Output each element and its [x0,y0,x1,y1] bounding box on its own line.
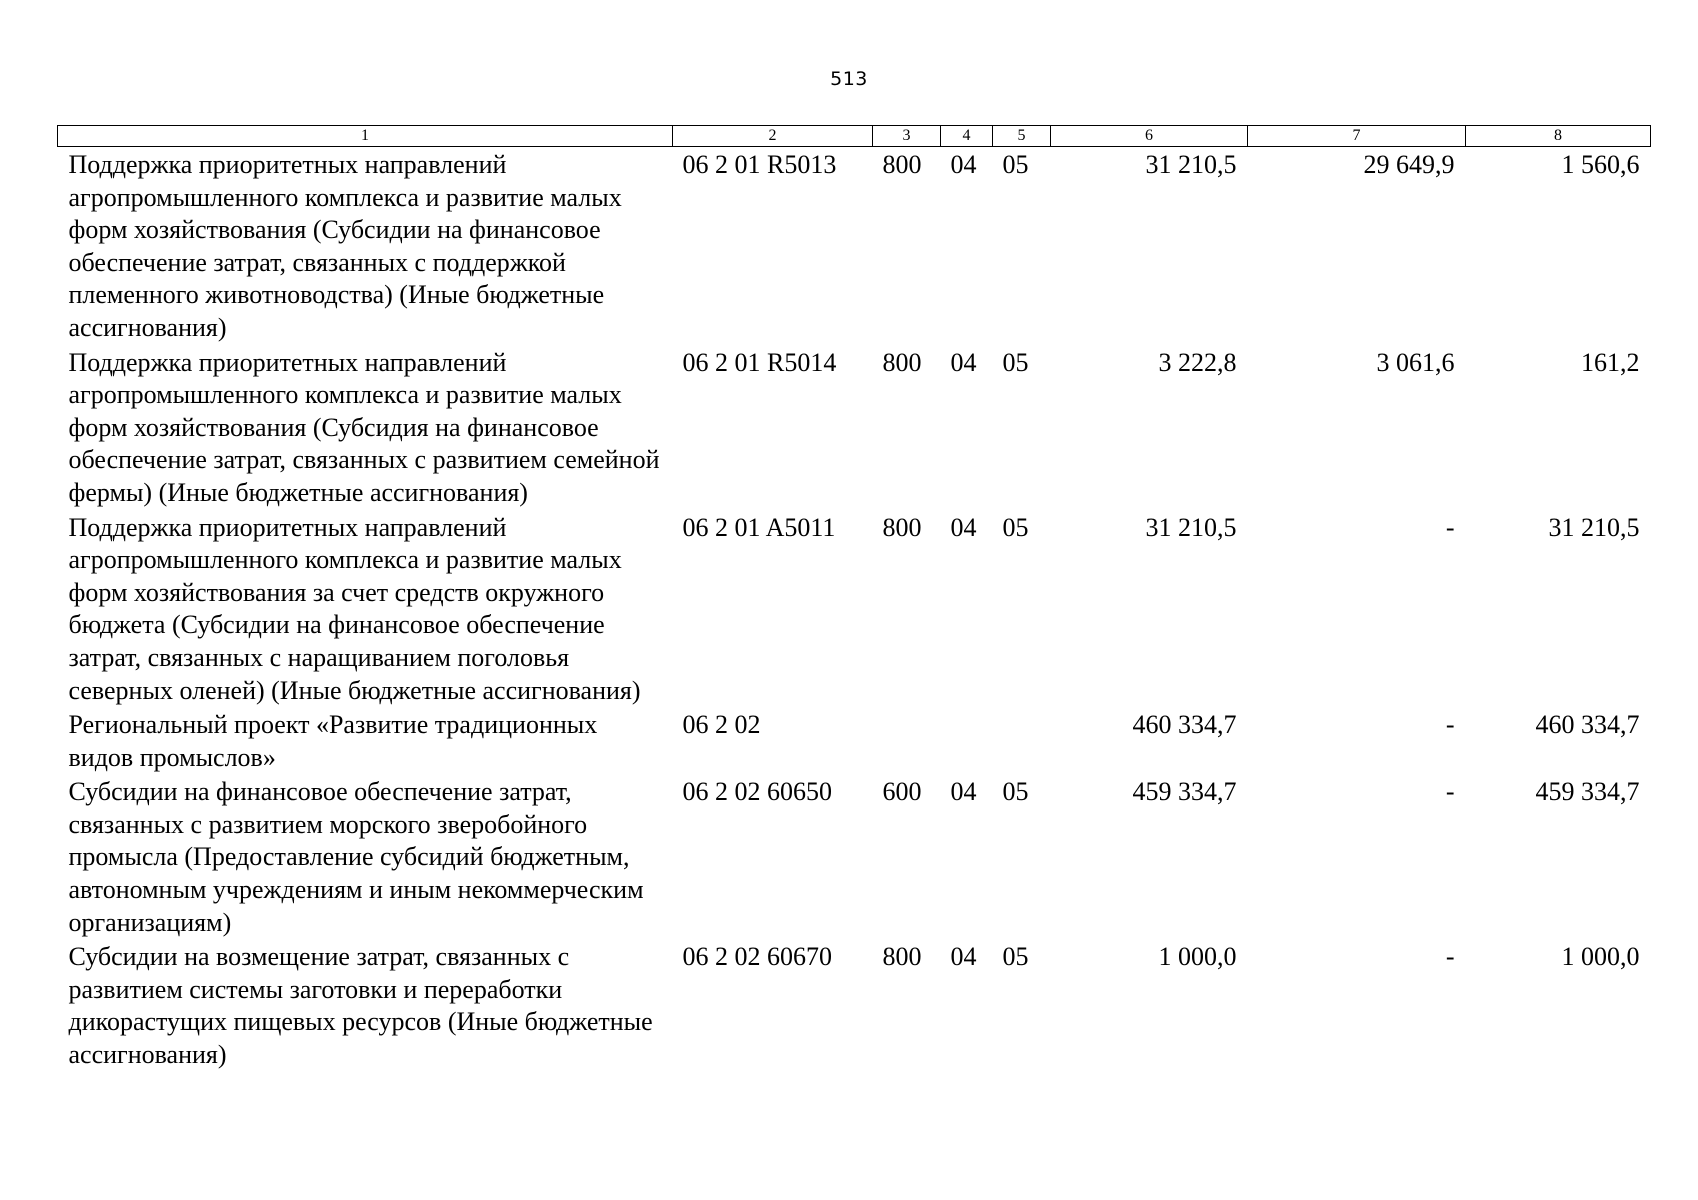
row-section: 04 [950,777,977,807]
row-section: 04 [950,942,977,972]
header-row [58,126,1651,147]
row-name: Субсидии на финансовое обеспечение затрат, связанных с развитием морского зверобойного промысла (Предоставление субсидий бюджетным, автономным учреждениям и иным некоммерческим организациям) [68,777,644,937]
row-expense-type: 800 [882,512,922,542]
row-section [941,707,993,774]
row-name: Поддержка приоритетных направлений агропромышленного комплекса и развитие малых форм хозяйствования (Субсидия на финансовое обеспечение затрат, связанных с развитием семейной фермы) (Иные бюджетные ассигнования) [68,347,660,507]
row-total: 460 334,7 [1132,710,1237,740]
row-name: Субсидии на возмещение затрат, связанных с развитием системы заготовки и переработки дикорастущих пищевых ресурсов (Иные бюджетные ассигнования) [68,942,653,1070]
row-target-code: 06 2 02 [682,710,761,740]
row-subsection: 05 [1002,777,1029,807]
column-header-2: 2 [673,126,873,147]
table-row [58,345,1651,510]
row-expense-type: 800 [882,150,922,179]
row-column-7: - [1445,777,1455,807]
budget-table [57,125,1651,1072]
row-subsection [993,707,1051,774]
row-subsection: 05 [1002,347,1029,377]
row-target-code: 06 2 01 R5014 [682,347,837,377]
column-header-4: 4 [941,126,993,147]
page-number: 513 [830,68,868,90]
row-section: 04 [950,347,977,377]
column-header-5: 5 [993,126,1051,147]
row-column-8: 459 334,7 [1535,777,1640,807]
row-column-8: 31 210,5 [1548,512,1640,542]
column-header-6: 6 [1051,126,1248,147]
row-expense-type [873,707,941,774]
row-subsection: 05 [1002,942,1029,972]
row-section: 04 [950,512,977,542]
row-column-7: 29 649,9 [1363,150,1455,179]
row-name: Региональный проект «Развитие традиционных видов промыслов» [68,710,598,772]
row-column-8: 1 000,0 [1561,942,1640,972]
row-total: 459 334,7 [1132,777,1237,807]
row-name: Поддержка приоритетных направлений агропромышленного комплекса и развитие малых форм хозяйствования (Субсидии на финансовое обеспечение затрат, связанных с поддержкой племенного животноводства) (Иные бюджетные ассигнования) [68,150,622,342]
row-total: 31 210,5 [1145,150,1237,179]
row-column-7: - [1445,512,1455,542]
column-header-3: 3 [873,126,941,147]
row-total: 1 000,0 [1158,942,1237,972]
row-column-8: 1 560,6 [1561,150,1640,179]
row-subsection: 05 [1002,512,1029,542]
row-expense-type: 800 [882,347,922,377]
table-row [58,774,1651,939]
row-target-code: 06 2 01 A5011 [682,512,836,542]
row-expense-type: 600 [882,777,922,807]
row-target-code: 06 2 01 R5013 [682,150,837,179]
column-header-1: 1 [58,126,673,147]
row-total: 3 222,8 [1158,347,1237,377]
table-row [58,147,1651,345]
row-column-7: 3 061,6 [1376,347,1455,377]
row-total: 31 210,5 [1145,512,1237,542]
row-name: Поддержка приоритетных направлений агропромышленного комплекса и развитие малых форм хозяйствования за счет средств окружного бюджета (Субсидии на финансовое обеспечение затрат, связанных с наращиванием поголовья северных оленей) (Иные бюджетные ассигнования) [68,512,641,705]
table-row [58,939,1651,1071]
row-expense-type: 800 [882,942,922,972]
column-header-8: 8 [1466,126,1651,147]
row-column-7: - [1445,942,1455,972]
row-target-code: 06 2 02 60650 [682,777,832,807]
column-header-7: 7 [1248,126,1466,147]
table-row [58,707,1651,774]
row-column-8: 460 334,7 [1535,710,1640,740]
row-subsection: 05 [1002,150,1029,179]
row-target-code: 06 2 02 60670 [682,942,832,972]
row-column-8: 161,2 [1581,347,1640,377]
row-section: 04 [950,150,977,179]
table-row [58,510,1651,708]
row-column-7: - [1445,710,1455,740]
